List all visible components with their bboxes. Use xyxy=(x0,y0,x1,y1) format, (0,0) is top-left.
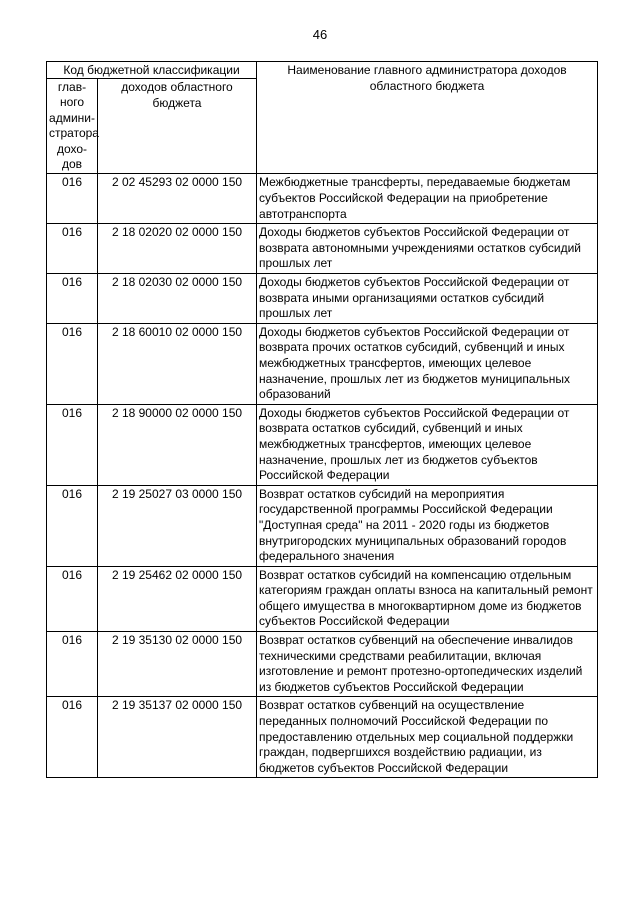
table-body xyxy=(47,174,598,778)
income-name-cell: Межбюджетные трансферты, передаваемые бюджетам субъектов Российской Федерации на приобретение автотранспорта xyxy=(257,174,598,224)
income-name-cell: Доходы бюджетов субъектов Российской Федерации от возврата прочих остатков субсидий, субвенций и иных межбюджетных трансфертов, имеющих целевое назначение, прошлых лет из бюджетов муниципальных образований xyxy=(257,323,598,404)
income-code-cell: 2 02 45293 02 0000 150 xyxy=(98,174,257,224)
table-row xyxy=(47,224,598,274)
income-name-cell: Доходы бюджетов субъектов Российской Федерации от возврата автономными учреждениями остатков субсидий прошлых лет xyxy=(257,224,598,274)
income-name-cell: Доходы бюджетов субъектов Российской Федерации от возврата остатков субсидий, субвенций и иных межбюджетных трансфертов, имеющих целевое назначение, прошлых лет из бюджетов субъектов Российской Федерации xyxy=(257,404,598,485)
income-name-cell: Доходы бюджетов субъектов Российской Федерации от возврата иными организациями остатков субсидий прошлых лет xyxy=(257,274,598,324)
header-row-group xyxy=(47,62,598,79)
table-row xyxy=(47,697,598,778)
income-name-cell: Возврат остатков субвенций на осуществление переданных полномочий Российской Федерации по предоставлению отдельных мер социальной поддержки граждан, подвергшихся воздействию радиации, из бюджетов субъектов Российской Федерации xyxy=(257,697,598,778)
income-code-cell: 2 18 90000 02 0000 150 xyxy=(98,404,257,485)
admin-code-cell: 016 xyxy=(47,485,98,566)
table-row xyxy=(47,566,598,631)
income-code-cell: 2 18 60010 02 0000 150 xyxy=(98,323,257,404)
income-name-cell: Возврат остатков субсидий на компенсацию отдельным категориям граждан оплаты взноса на капитальный ремонт общего имущества в многоквартирном доме из бюджетов субъектов Российской Федерации xyxy=(257,566,598,631)
admin-code-cell: 016 xyxy=(47,323,98,404)
income-code-cell: 2 19 25027 03 0000 150 xyxy=(98,485,257,566)
income-code-cell: 2 18 02020 02 0000 150 xyxy=(98,224,257,274)
income-code-cell: 2 18 02030 02 0000 150 xyxy=(98,274,257,324)
table-row xyxy=(47,404,598,485)
table-row xyxy=(47,632,598,697)
header-income-code: доходов областного бюджета xyxy=(98,79,257,174)
admin-code-cell: 016 xyxy=(47,224,98,274)
budget-classification-table xyxy=(46,61,598,778)
table-row xyxy=(47,485,598,566)
income-code-cell: 2 19 35137 02 0000 150 xyxy=(98,697,257,778)
page-number: 46 xyxy=(312,27,328,42)
header-main-administrator: глав-ного админи-стратора дохо-дов xyxy=(47,79,98,174)
admin-code-cell: 016 xyxy=(47,697,98,778)
table-row xyxy=(47,174,598,224)
income-name-cell: Возврат остатков субсидий на мероприятия государственной программы Российской Федерации "Доступная среда" на 2011 - 2020 годы из бюджетов внутригородских муниципальных образований городов федерального значения xyxy=(257,485,598,566)
income-code-cell: 2 19 35130 02 0000 150 xyxy=(98,632,257,697)
admin-code-cell: 016 xyxy=(47,632,98,697)
admin-code-cell: 016 xyxy=(47,174,98,224)
admin-code-cell: 016 xyxy=(47,274,98,324)
admin-code-cell: 016 xyxy=(47,566,98,631)
admin-code-cell: 016 xyxy=(47,404,98,485)
table-row xyxy=(47,274,598,324)
header-administrator-name: Наименование главного администратора доходов областного бюджета xyxy=(257,62,598,174)
income-code-cell: 2 19 25462 02 0000 150 xyxy=(98,566,257,631)
income-name-cell: Возврат остатков субвенций на обеспечение инвалидов техническими средствами реабилитации, включая изготовление и ремонт протезно-ортопедических изделий из бюджетов субъектов Российской Федерации xyxy=(257,632,598,697)
header-budget-classification-code: Код бюджетной классификации xyxy=(47,62,257,79)
table-row xyxy=(47,323,598,404)
